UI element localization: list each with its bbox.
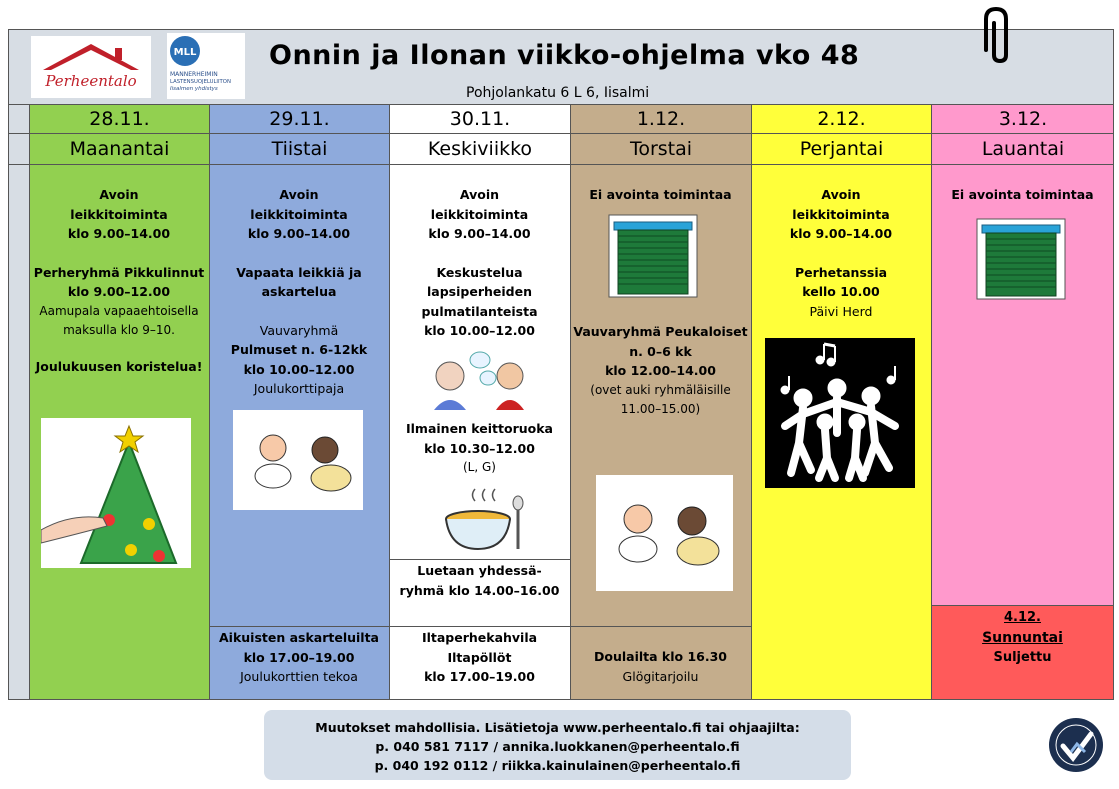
tuesday-line3: klo 9.00–14.00 <box>247 226 351 241</box>
date-friday: 2.12. <box>751 105 931 133</box>
footer-line3: p. 040 192 0112 / riikka.kainulainen@perheentalo.fi <box>374 758 741 773</box>
tuesday-content <box>209 185 389 399</box>
wednesday-lunch <box>389 419 570 478</box>
sunday-content <box>931 608 1114 668</box>
friday-content <box>751 185 931 321</box>
day-row-border <box>8 164 1114 165</box>
wednesday-content <box>389 185 570 341</box>
perheentalo-logo-text: Perheentalo <box>45 72 137 90</box>
mll-logo-line2: LASTENSUOJELULIITON <box>170 79 231 85</box>
tuesday-line1: Avoin <box>279 187 319 202</box>
wednesday-evening-border <box>389 626 570 627</box>
tuesday-line8: klo 10.00–12.00 <box>243 361 355 377</box>
christmas-tree-image <box>41 418 191 568</box>
dayname-friday: Perjantai <box>751 133 931 164</box>
babies-image <box>233 410 363 510</box>
friday-line3: klo 9.00–14.00 <box>789 226 893 241</box>
thursday-closed: Ei avointa toimintaa <box>589 187 732 202</box>
page-title: Onnin ja Ilonan viikko-ohjelma vko 48 <box>269 40 860 71</box>
left-margin-column <box>8 105 29 700</box>
date-thursday: 1.12. <box>570 105 751 133</box>
friday-line5: kello 10.00 <box>802 284 880 299</box>
tuesday-evening <box>209 628 389 687</box>
wednesday-evening <box>389 628 570 687</box>
wednesday-evening-line1: Iltaperhekahvila <box>421 630 538 645</box>
wednesday-line10: (L, G) <box>463 460 496 474</box>
footer-line2: p. 040 581 7117 / annika.luokkanen@perheentalo.fi <box>375 739 740 754</box>
tuesday-evening-line3: Joulukorttien tekoa <box>240 669 358 684</box>
mll-logo <box>167 33 245 99</box>
wednesday-mid-line2: ryhmä klo 14.00–16.00 <box>399 582 560 598</box>
dayname-saturday: Lauantai <box>931 133 1114 164</box>
wednesday-line5: lapsiperheiden <box>427 284 532 299</box>
babies-image-2 <box>596 475 733 591</box>
column-saturday <box>931 105 1114 605</box>
monday-line7: maksulla klo 9–10. <box>63 323 175 337</box>
tuesday-line7: Pulmuset n. 6-12kk <box>230 342 368 357</box>
monday-line3: klo 9.00–14.00 <box>67 226 171 241</box>
date-monday: 28.11. <box>29 105 209 133</box>
thursday-babygroup <box>570 322 751 420</box>
wednesday-reading <box>389 561 570 600</box>
thursday-evening-line1: Doulailta klo 16.30 <box>594 649 727 664</box>
dayname-wednesday: Keskiviikko <box>389 133 570 164</box>
thursday-line4: klo 12.00–14.00 <box>605 363 716 378</box>
sunday-name: Sunnuntai <box>982 630 1063 646</box>
tuesday-line5: askartelua <box>261 284 337 299</box>
tuesday-line2: leikkitoiminta <box>250 206 348 222</box>
monday-line5: klo 9.00–12.00 <box>67 284 171 299</box>
wednesday-line7: klo 10.00–12.00 <box>424 323 535 338</box>
thursday-line2: Vauvaryhmä Peukaloiset <box>573 324 748 339</box>
address: Pohjolankatu 6 L 6, Iisalmi <box>466 85 650 101</box>
tuesday-evening-line1: Aikuisten askarteluilta <box>218 630 379 645</box>
date-tuesday: 29.11. <box>209 105 389 133</box>
closed-shutter-icon-2 <box>976 218 1066 300</box>
wednesday-evening-line3: klo 17.00–19.00 <box>424 669 535 684</box>
monday-line1: Avoin <box>99 187 139 202</box>
wednesday-line9: klo 10.30–12.00 <box>424 440 535 456</box>
date-wednesday: 30.11. <box>389 105 570 133</box>
tuesday-line9: Joulukorttipaja <box>253 381 345 396</box>
footer-contact-box <box>264 710 851 780</box>
wednesday-line1: Avoin <box>459 187 500 202</box>
certification-seal-icon <box>1047 716 1105 778</box>
header-banner <box>8 29 1114 105</box>
date-saturday: 3.12. <box>931 105 1114 133</box>
dayname-tuesday: Tiistai <box>209 133 389 164</box>
monday-content <box>29 185 209 376</box>
wednesday-mid-border <box>389 559 570 560</box>
friday-line1: Avoin <box>821 187 861 202</box>
table-bottom-border <box>8 699 1114 700</box>
sunday-date: 4.12. <box>1003 610 1041 625</box>
thursday-evening-line2: Glögitarjoilu <box>622 668 699 684</box>
tuesday-line6: Vauvaryhmä <box>259 322 339 338</box>
paperclip-icon <box>971 5 1021 69</box>
mll-logo-line3: Iisalmen yhdistys <box>170 86 218 92</box>
conversation-image <box>430 350 530 410</box>
monday-line6: Aamupala vapaaehtoisella <box>39 303 199 318</box>
friday-line4: Perhetanssia <box>794 264 888 280</box>
wednesday-line3: klo 9.00–14.00 <box>428 226 531 241</box>
perheentalo-logo <box>31 36 151 98</box>
friday-line2: leikkitoiminta <box>792 206 890 222</box>
saturday-closed: Ei avointa toimintaa <box>951 187 1094 202</box>
thursday-line3: n. 0–6 kk <box>629 343 692 359</box>
dayname-monday: Maanantai <box>29 133 209 164</box>
thursday-evening <box>570 647 751 686</box>
thursday-line6: 11.00–15.00) <box>620 402 701 416</box>
monday-line2: leikkitoiminta <box>70 206 168 222</box>
mll-logo-line1: MANNERHEIMIN <box>170 71 218 78</box>
mll-logo-abbr: MLL <box>173 47 197 58</box>
wednesday-line8: Ilmainen keittoruoka <box>406 421 553 436</box>
friday-line6: Päivi Herd <box>809 303 873 319</box>
wednesday-evening-line2: Iltapöllöt <box>447 649 512 665</box>
closed-shutter-icon <box>608 214 698 298</box>
dance-image <box>765 338 915 488</box>
dayname-thursday: Torstai <box>570 133 751 164</box>
wednesday-line2: leikkitoiminta <box>430 206 529 222</box>
wednesday-line4: Keskustelua <box>436 264 523 280</box>
tuesday-evening-line2: klo 17.00–19.00 <box>243 649 355 665</box>
tuesday-line4: Vapaata leikkiä ja <box>236 264 362 280</box>
thursday-evening-border <box>570 626 751 627</box>
wednesday-mid-line1: Luetaan yhdessä- <box>417 563 542 578</box>
wednesday-line6: pulmatilanteista <box>421 303 538 319</box>
thursday-line5: (ovet auki ryhmäläisille <box>590 382 731 397</box>
footer-line1: Muutokset mahdollisia. Lisätietoja www.perheentalo.fi tai ohjaajilta: <box>315 720 800 735</box>
sunday-status: Suljettu <box>993 650 1052 665</box>
soup-bowl-image <box>440 485 530 555</box>
tuesday-evening-border <box>209 626 389 627</box>
monday-line8: Joulukuusen koristelua! <box>35 358 203 374</box>
monday-line4: Perheryhmä Pikkulinnut <box>33 264 205 280</box>
